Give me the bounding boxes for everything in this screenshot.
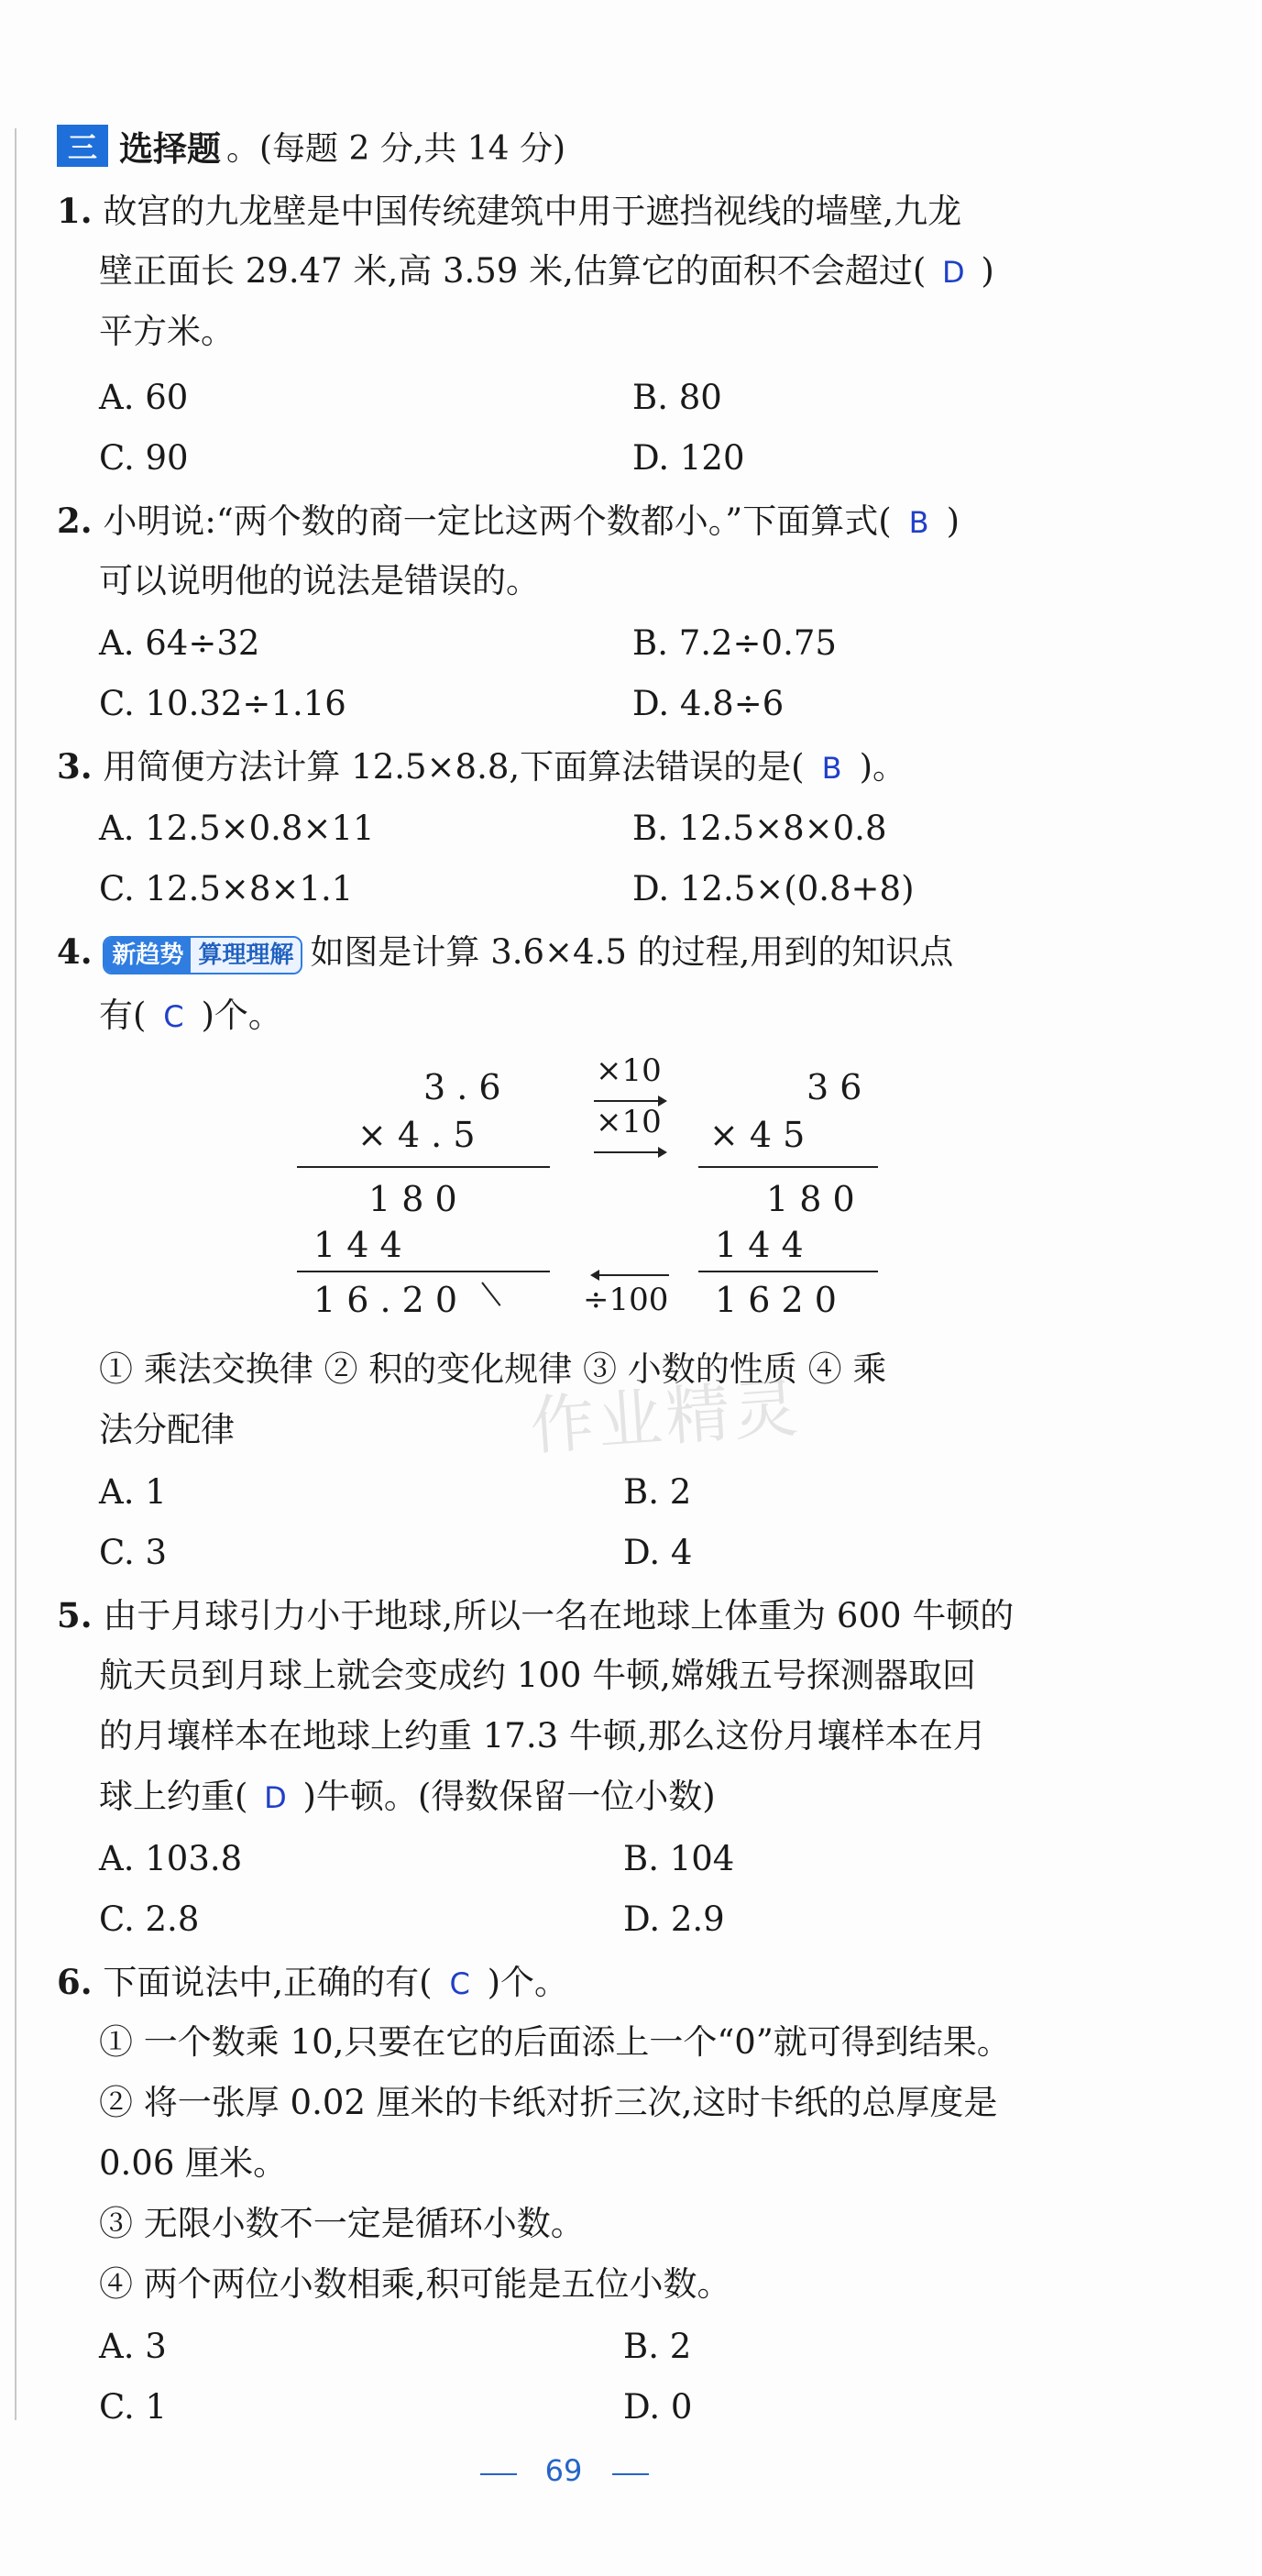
watermark: 作业精灵 (527, 1370, 804, 1465)
section-badge: 三 (57, 125, 108, 167)
calc-left-rule1 (297, 1166, 550, 1168)
calc-arrow-left (598, 1274, 669, 1276)
calc-arrowhead-right-2 (658, 1147, 667, 1158)
q5-text-1: 由于月球引力小于地球,所以一名在地球上体重为 600 牛顿的 (103, 1596, 1015, 1635)
q4-option-c: C. 3 (99, 1533, 168, 1572)
q4-line1 (57, 930, 953, 974)
q4-answer: C (163, 999, 184, 1034)
section-note: 。(每题 2 分,共 14 分) (226, 129, 566, 168)
q5-option-d: D. 2.9 (623, 1899, 725, 1939)
q1-text-2: 壁正面长 29.47 米,高 3.59 米,估算它的面积不会超过( (99, 251, 927, 291)
q1-paren-close: ) (981, 251, 994, 291)
q2-paren-close: ) (946, 501, 960, 541)
footer-dash-right (612, 2473, 649, 2475)
q4-tag-trend: 新趋势 (104, 938, 191, 973)
q4-tag-topic: 算理理解 (191, 938, 301, 973)
q2-text-1: 小明说:“两个数的商一定比这两个数都小。”下面算式( (103, 501, 892, 541)
section-title: 选择题 (119, 129, 221, 169)
q6-number: 6. (57, 1962, 93, 2002)
calc-right-rule1 (698, 1166, 878, 1168)
q2-option-b: B. 7.2÷0.75 (632, 623, 837, 663)
q4-tag (103, 936, 302, 974)
q4-option-d: D. 4 (623, 1533, 693, 1572)
q6-statement-2b: 0.06 厘米。 (99, 2143, 288, 2183)
q6-option-d: D. 0 (623, 2387, 693, 2427)
q1-line1 (57, 189, 961, 234)
q4-knowledge-line1: ① 乘法交换律 ② 积的变化规律 ③ 小数的性质 ④ 乘 (99, 1349, 887, 1389)
page-number: 69 (544, 2453, 583, 2488)
q4-text-3: )个。 (201, 996, 282, 1035)
q3-option-a: A. 12.5×0.8×11 (99, 809, 375, 848)
q2-option-a: A. 64÷32 (99, 623, 260, 663)
q5-text-5: )牛顿。(得数保留一位小数) (302, 1777, 716, 1816)
q5-answer: D (264, 1780, 287, 1815)
q3-text-1: 用简便方法计算 12.5×8.8,下面算法错误的是( (103, 747, 805, 787)
q4-text-1: 如图是计算 3.6×4.5 的过程,用到的知识点 (310, 932, 954, 972)
q1-number: 1. (57, 191, 93, 231)
q5-text-4: 球上约重( (99, 1777, 248, 1816)
calc-arrow-right-1 (594, 1100, 665, 1102)
q3-option-b: B. 12.5×8×0.8 (632, 809, 887, 848)
calc-left-rule2 (297, 1271, 550, 1272)
q2-option-c: C. 10.32÷1.16 (99, 684, 346, 723)
q6-statement-2a: ② 将一张厚 0.02 厘米的卡纸对折三次,这时卡纸的总厚度是 (99, 2083, 998, 2122)
q4-option-a: A. 1 (99, 1472, 167, 1512)
calc-right-row5: 1 6 2 0 (715, 1280, 837, 1320)
q3-option-d: D. 12.5×(0.8+8) (632, 869, 915, 908)
q6-option-b: B. 2 (623, 2327, 692, 2366)
q3-option-c: C. 12.5×8×1.1 (99, 869, 354, 908)
margin-rule (15, 128, 16, 2420)
q5-line4 (99, 1775, 716, 1820)
calc-right-row4: 1 4 4 (715, 1225, 804, 1265)
q4-line2 (99, 994, 282, 1039)
q3-line1 (57, 744, 906, 790)
q5-option-b: B. 104 (623, 1839, 735, 1878)
calc-arrow-label-2: ×10 (596, 1104, 662, 1140)
q2-answer: B (908, 505, 929, 540)
q2-option-d: D. 4.8÷6 (632, 684, 785, 723)
q6-answer: C (449, 1966, 470, 2001)
q3-paren-close: )。 (859, 747, 907, 787)
q5-line1 (57, 1593, 1014, 1638)
q6-text-1: 下面说法中,正确的有( (103, 1963, 433, 2002)
q1-answer: D (941, 255, 965, 290)
calc-arrow-label-1: ×10 (596, 1052, 662, 1089)
q1-option-d: D. 120 (632, 438, 745, 478)
q1-option-c: C. 90 (99, 438, 189, 478)
q6-statement-3: ③ 无限小数不一定是循环小数。 (99, 2204, 585, 2243)
q2-line2: 可以说明他的说法是错误的。 (99, 561, 540, 600)
q6-option-a: A. 3 (99, 2327, 167, 2366)
calc-left-row3: 1 8 0 (368, 1179, 457, 1219)
q5-number: 5. (57, 1595, 93, 1635)
calc-left-row4: 1 4 4 (313, 1225, 402, 1265)
q6-statement-1: ① 一个数乘 10,只要在它的后面添上一个“0”就可得到结果。 (99, 2022, 1011, 2062)
q3-answer: B (821, 751, 842, 786)
q5-line3: 的月壤样本在地球上约重 17.3 牛顿,那么这份月壤样本在月 (99, 1716, 987, 1756)
calc-right-row1: 3 6 (807, 1067, 862, 1107)
q6-line1 (57, 1960, 568, 2006)
q5-option-a: A. 103.8 (99, 1839, 243, 1878)
calc-left-row2: × 4 . 5 (357, 1115, 476, 1155)
q5-line2: 航天员到月球上就会变成约 100 牛顿,嫦娥五号探测器取回 (99, 1656, 976, 1695)
q5-option-c: C. 2.8 (99, 1899, 200, 1939)
calc-left-row5: 1 6 . 2 0 (313, 1280, 458, 1320)
q3-number: 3. (57, 746, 93, 787)
q4-number: 4. (57, 931, 93, 972)
q2-line1 (57, 499, 960, 545)
calc-arrowhead-left (590, 1270, 599, 1281)
q1-text-1: 故宫的九龙壁是中国传统建筑中用于遮挡视线的墙壁,九龙 (103, 192, 962, 231)
q1-option-b: B. 80 (632, 378, 722, 417)
section-heading (57, 121, 565, 171)
calc-arrow-label-3: ÷100 (583, 1282, 669, 1318)
q4-option-b: B. 2 (623, 1472, 692, 1512)
q6-text-2: )个。 (487, 1963, 569, 2002)
calc-right-row3: 1 8 0 (766, 1179, 855, 1219)
calc-arrow-right-2 (594, 1151, 665, 1153)
q1-line2 (99, 249, 994, 294)
calc-right-rule2 (698, 1271, 878, 1272)
q1-line3: 平方米。 (99, 312, 235, 351)
q2-number: 2. (57, 501, 93, 541)
q6-option-c: C. 1 (99, 2387, 168, 2427)
calc-left-row1: 3 . 6 (423, 1067, 501, 1107)
calc-right-row2: × 4 5 (709, 1115, 806, 1155)
q4-knowledge-line2: 法分配律 (99, 1410, 235, 1449)
q4-text-2: 有( (99, 996, 147, 1035)
q1-option-a: A. 60 (99, 378, 189, 417)
q6-statement-4: ④ 两个两位小数相乘,积可能是五位小数。 (99, 2264, 731, 2304)
